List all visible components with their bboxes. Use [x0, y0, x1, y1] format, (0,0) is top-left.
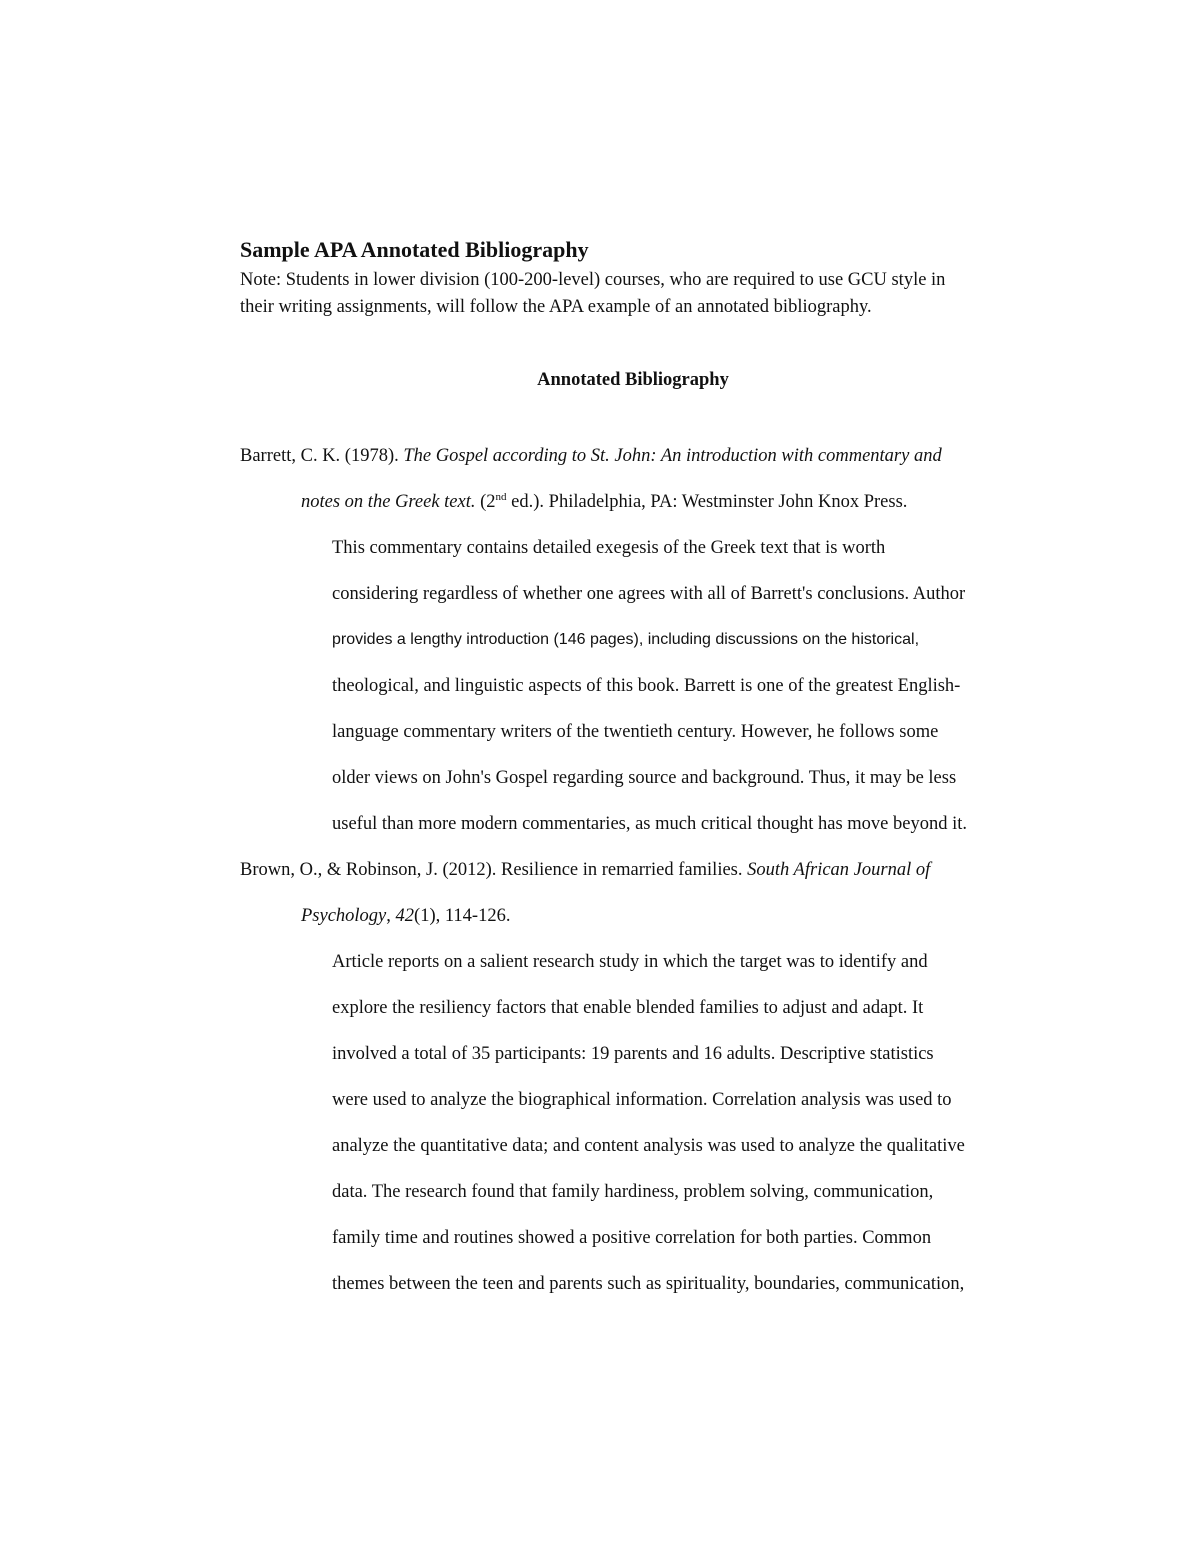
annotation-line: data. The research found that family hardiness, problem solving, communication, — [332, 1182, 934, 1202]
annotation-line: analyze the quantitative data; and content analysis was used to analyze the qualitative — [332, 1136, 965, 1156]
citation-issue-pages: (1), 114-126. — [414, 906, 511, 926]
section-heading: Annotated Bibliography — [537, 370, 729, 390]
annotation-line: were used to analyze the biographical information. Correlation analysis was used to — [332, 1090, 952, 1110]
citation-journal: Psychology — [301, 906, 387, 926]
citation-line — [240, 847, 1040, 893]
citation — [240, 847, 1040, 939]
citation-publisher: ed.). Philadelphia, PA: Westminster John Knox Press. — [506, 492, 908, 512]
citation-journal: South African Journal of — [747, 860, 931, 880]
annotation-line: provides a lengthy introduction (146 pages), including discussions on the historical, — [332, 631, 920, 648]
citation-title: notes on the Greek text. — [301, 492, 476, 512]
note-paragraph — [240, 267, 1040, 321]
annotation-line: explore the resiliency factors that enable blended families to adjust and adapt. It — [332, 998, 924, 1018]
annotation-line: considering regardless of whether one agrees with all of Barrett's conclusions. Author — [332, 584, 966, 604]
bibliography-entry — [240, 433, 1040, 847]
annotation — [240, 525, 1040, 847]
document-title: Sample APA Annotated Bibliography — [240, 237, 589, 262]
citation-title: The Gospel according to St. John: An introduction with commentary and — [403, 446, 942, 466]
citation-line — [240, 893, 1040, 939]
citation-edition: (2 — [475, 492, 496, 512]
citation-edition-superscript: nd — [495, 490, 507, 503]
annotation-line: family time and routines showed a positive correlation for both parties. Common — [332, 1228, 932, 1248]
citation-author-year: Brown, O., & Robinson, J. (2012). Resilience in remarried families. — [240, 860, 748, 880]
annotation-line: useful than more modern commentaries, as much critical thought has move beyond it. — [332, 814, 967, 834]
annotation-line: theological, and linguistic aspects of this book. Barrett is one of the greatest English- — [332, 676, 961, 696]
annotation-line: Article reports on a salient research study in which the target was to identify and — [332, 952, 928, 972]
citation-author-year: Barrett, C. K. (1978). — [240, 446, 404, 466]
annotation — [240, 939, 1040, 1307]
bibliography-entry — [240, 847, 1040, 1307]
annotation-line: themes between the teen and parents such as spirituality, boundaries, communication, — [332, 1274, 965, 1294]
annotation-line: older views on John's Gospel regarding source and background. Thus, it may be less — [332, 768, 957, 788]
citation-separator: , — [386, 906, 396, 926]
citation-line — [240, 433, 1040, 479]
note-line: their writing assignments, will follow the APA example of an annotated bibliography. — [240, 297, 872, 317]
annotation-line: language commentary writers of the twentieth century. However, he follows some — [332, 722, 939, 742]
citation-volume: 42 — [395, 906, 415, 926]
citation-line — [240, 479, 1040, 525]
citation — [240, 433, 1040, 525]
note-line: Note: Students in lower division (100-200-level) courses, who are required to use GCU style in — [240, 270, 946, 290]
annotation-line: This commentary contains detailed exegesis of the Greek text that is worth — [332, 538, 886, 558]
annotation-line: involved a total of 35 participants: 19 parents and 16 adults. Descriptive statistics — [332, 1044, 934, 1064]
bibliography-entries — [240, 433, 1040, 1307]
